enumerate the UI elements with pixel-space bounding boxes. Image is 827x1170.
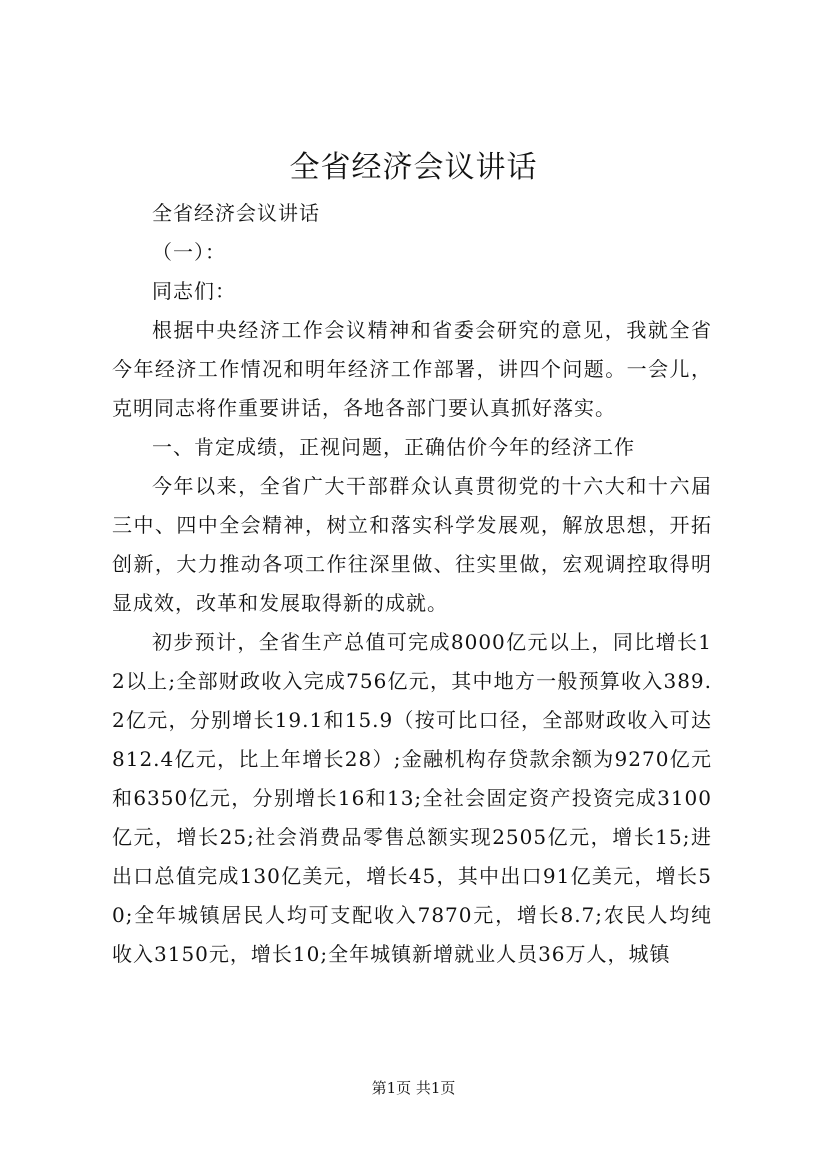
subtitle-paragraph: 全省经济会议讲话 (152, 201, 320, 225)
page-footer: 第1页 共1页 (371, 1079, 456, 1097)
statistics-paragraph: 初步预计，全省生产总值可完成8000亿元以上，同比增长12以上;全部财政收入完成756亿元，其中地方一般预算收入389.2亿元，分别增长19.1和15.9（按可比口径，全部财政收入可达812.4亿元，比上年增长28）;金融机构存贷款余额为9270亿元和6350亿元，分别增长16和13;全社会固定资产投资完成3100亿元，增长25;社会消费品零售总额实现2505亿元，增长15;进出口总值完成130亿美元，增长45，其中出口91亿美元，增长50;全年城镇居民人均可支配收入7870元，增长8.7;农民人均纯收入3150元，增长10;全年城镇新增就业人员36万人，城镇 (112, 630, 712, 966)
greeting-paragraph: 同志们： (152, 279, 236, 303)
section-heading-paragraph: 一、肯定成绩，正视问题，正确估价今年的经济工作 (152, 435, 635, 459)
achievements-paragraph: 今年以来，全省广大干部群众认真贯彻党的十六大和十六届三中、四中全会精神，树立和落实科学发展观，解放思想，开拓创新，大力推动各项工作往深里做、往实里做，宏观调控取得明显成效，改革和发展取得新的成就。 (112, 474, 712, 615)
document-body (112, 194, 712, 974)
section-number-paragraph: （一）： (152, 240, 226, 264)
document-title: 全省经济会议讲话 (289, 150, 538, 185)
intro-paragraph: 根据中央经济工作会议精神和省委会研究的意见，我就全省今年经济工作情况和明年经济工作部署，讲四个问题。一会儿，克明同志将作重要讲话，各地各部门要认真抓好落实。 (112, 318, 712, 420)
